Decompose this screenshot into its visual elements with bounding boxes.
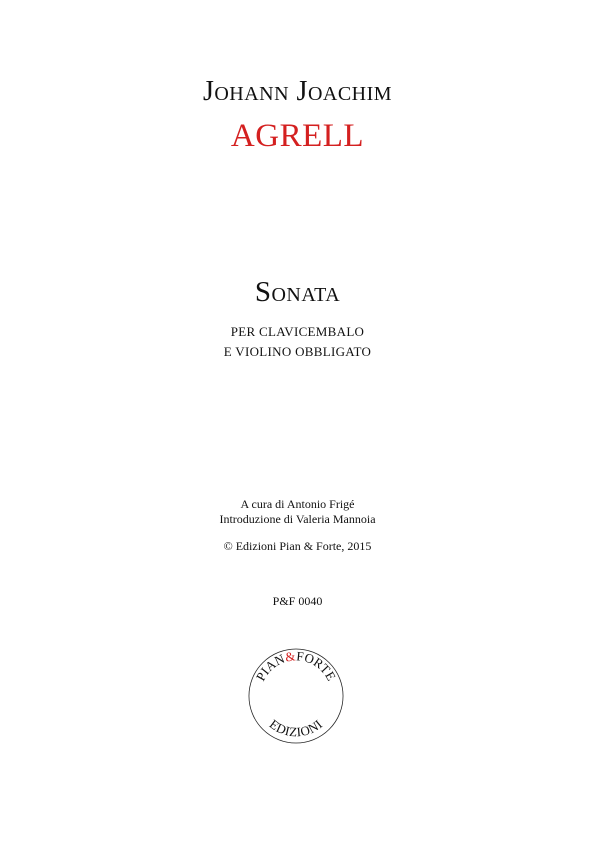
logo-text-bottom xyxy=(267,716,326,739)
work-title: Sonata xyxy=(254,276,341,308)
logo-text-edizioni: EDIZIONI xyxy=(266,716,326,740)
work-subtitle-line-1: PER CLAVICEMBALO xyxy=(230,324,365,339)
logo-text-top xyxy=(253,648,339,683)
catalog-number: P&F 0040 xyxy=(272,594,323,608)
publisher-logo-seal xyxy=(248,648,344,744)
logo-text-pian: PIAN xyxy=(252,650,288,684)
logo-text-forte: FORTE xyxy=(295,648,340,684)
composer-first-names: Johann Joachim xyxy=(202,76,393,107)
editor-credit: A cura di Antonio Frigé xyxy=(240,497,355,511)
copyright-notice: © Edizioni Pian & Forte, 2015 xyxy=(223,539,372,553)
introduction-credit: Introduzione di Valeria Mannoia xyxy=(219,512,376,526)
logo-ampersand: & xyxy=(284,648,297,665)
work-subtitle-line-2: E VIOLINO OBBLIGATO xyxy=(223,344,372,359)
composer-last-name: AGRELL xyxy=(230,118,365,154)
